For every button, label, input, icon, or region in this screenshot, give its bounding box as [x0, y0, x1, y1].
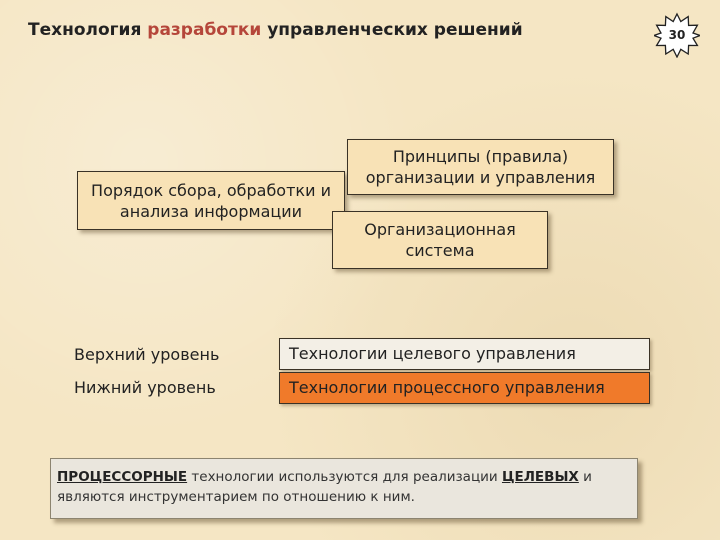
upper-level-label: Верхний уровень [74, 345, 220, 364]
slide-title [28, 20, 523, 40]
lower-level-label: Нижний уровень [74, 378, 216, 397]
note-text-2: и являются инструментарием по отношению к ним. [57, 469, 592, 505]
title-accent-word: разработки [147, 20, 262, 40]
target-tech-box: Технологии целевого управления [279, 338, 650, 370]
page-number-badge [654, 12, 700, 58]
info-processing-box [77, 171, 345, 230]
org-system-text: Организационная система [364, 220, 516, 260]
note-text-1: технологии используются для реализации [187, 469, 502, 485]
principles-text: Принципы (правила) организации и управления [365, 147, 596, 187]
info-processing-text: Порядок сбора, обработки и анализа информации [91, 180, 331, 221]
page-number: 30 [668, 28, 686, 42]
process-tech-box: Технологии процессного управления [279, 372, 650, 404]
title-part1: Технология [28, 20, 148, 40]
org-system-box [332, 211, 548, 269]
principles-box [347, 139, 614, 195]
note-box [50, 458, 638, 519]
note-term-processor: ПРОЦЕССОРНЫЕ [57, 469, 188, 485]
title-part2: управленческих решений [261, 20, 523, 40]
note-term-target: ЦЕЛЕВЫХ [501, 469, 579, 485]
